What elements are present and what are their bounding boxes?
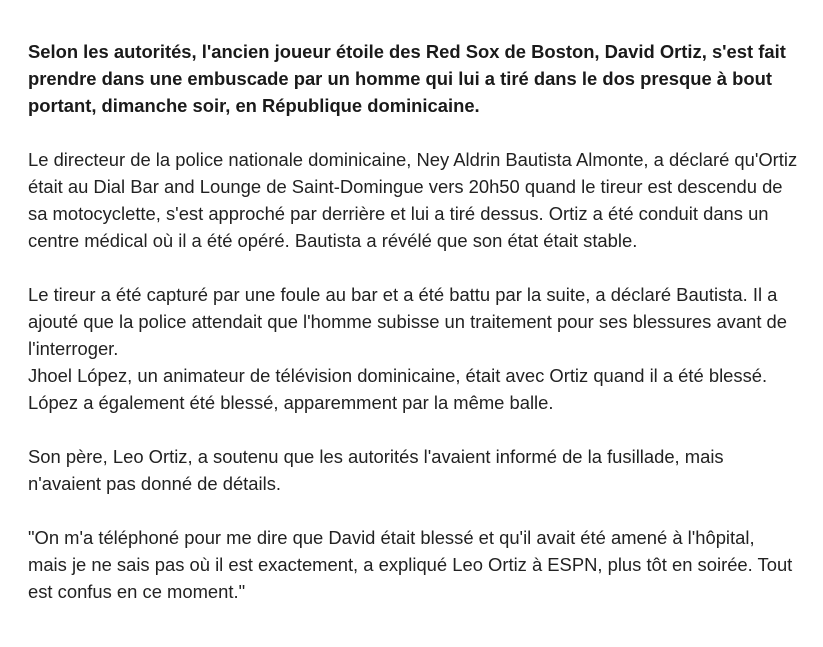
article-paragraph-police-statement: Le directeur de la police nationale dominicaine, Ney Aldrin Bautista Almonte, a déclaré qu'Ortiz était au Dial Bar and Lounge de Saint-Domingue vers 20h50 quand le tireur est descendu de sa motocyclette, s'est approché par derrière et lui a tiré dessus. Ortiz a été conduit dans un centre médical où il a été opéré. Bautista a révélé que son état était stable. xyxy=(28,149,798,251)
article-paragraph-lopez-wounded: Jhoel López, un animateur de télévision dominicaine, était avec Ortiz quand il a été blessé. López a également été blessé, apparemment par la même balle. xyxy=(28,365,768,413)
article-paragraph-shooter-captured: Le tireur a été capturé par une foule au bar et a été battu par la suite, a déclaré Bautista. Il a ajouté que la police attendait que l'homme subisse un traitement pour ses blessures avant de l'interroger. xyxy=(28,284,788,359)
article-body xyxy=(28,38,798,632)
article-paragraph-father-statement: Son père, Leo Ortiz, a soutenu que les autorités l'avaient informé de la fusillade, mais n'avaient pas donné de détails. xyxy=(28,446,724,494)
article-paragraph-father-quote: "On m'a téléphoné pour me dire que David était blessé et qu'il avait été amené à l'hôpital, mais je ne sais pas où il est exactement, a expliqué Leo Ortiz à ESPN, plus tôt en soirée. Tout est confus en ce moment." xyxy=(28,527,793,602)
article-lead: Selon les autorités, l'ancien joueur étoile des Red Sox de Boston, David Ortiz, s'est fait prendre dans une embuscade par un homme qui lui a tiré dans le dos presque à bout portant, dimanche soir, en République dominicaine. xyxy=(28,41,786,116)
